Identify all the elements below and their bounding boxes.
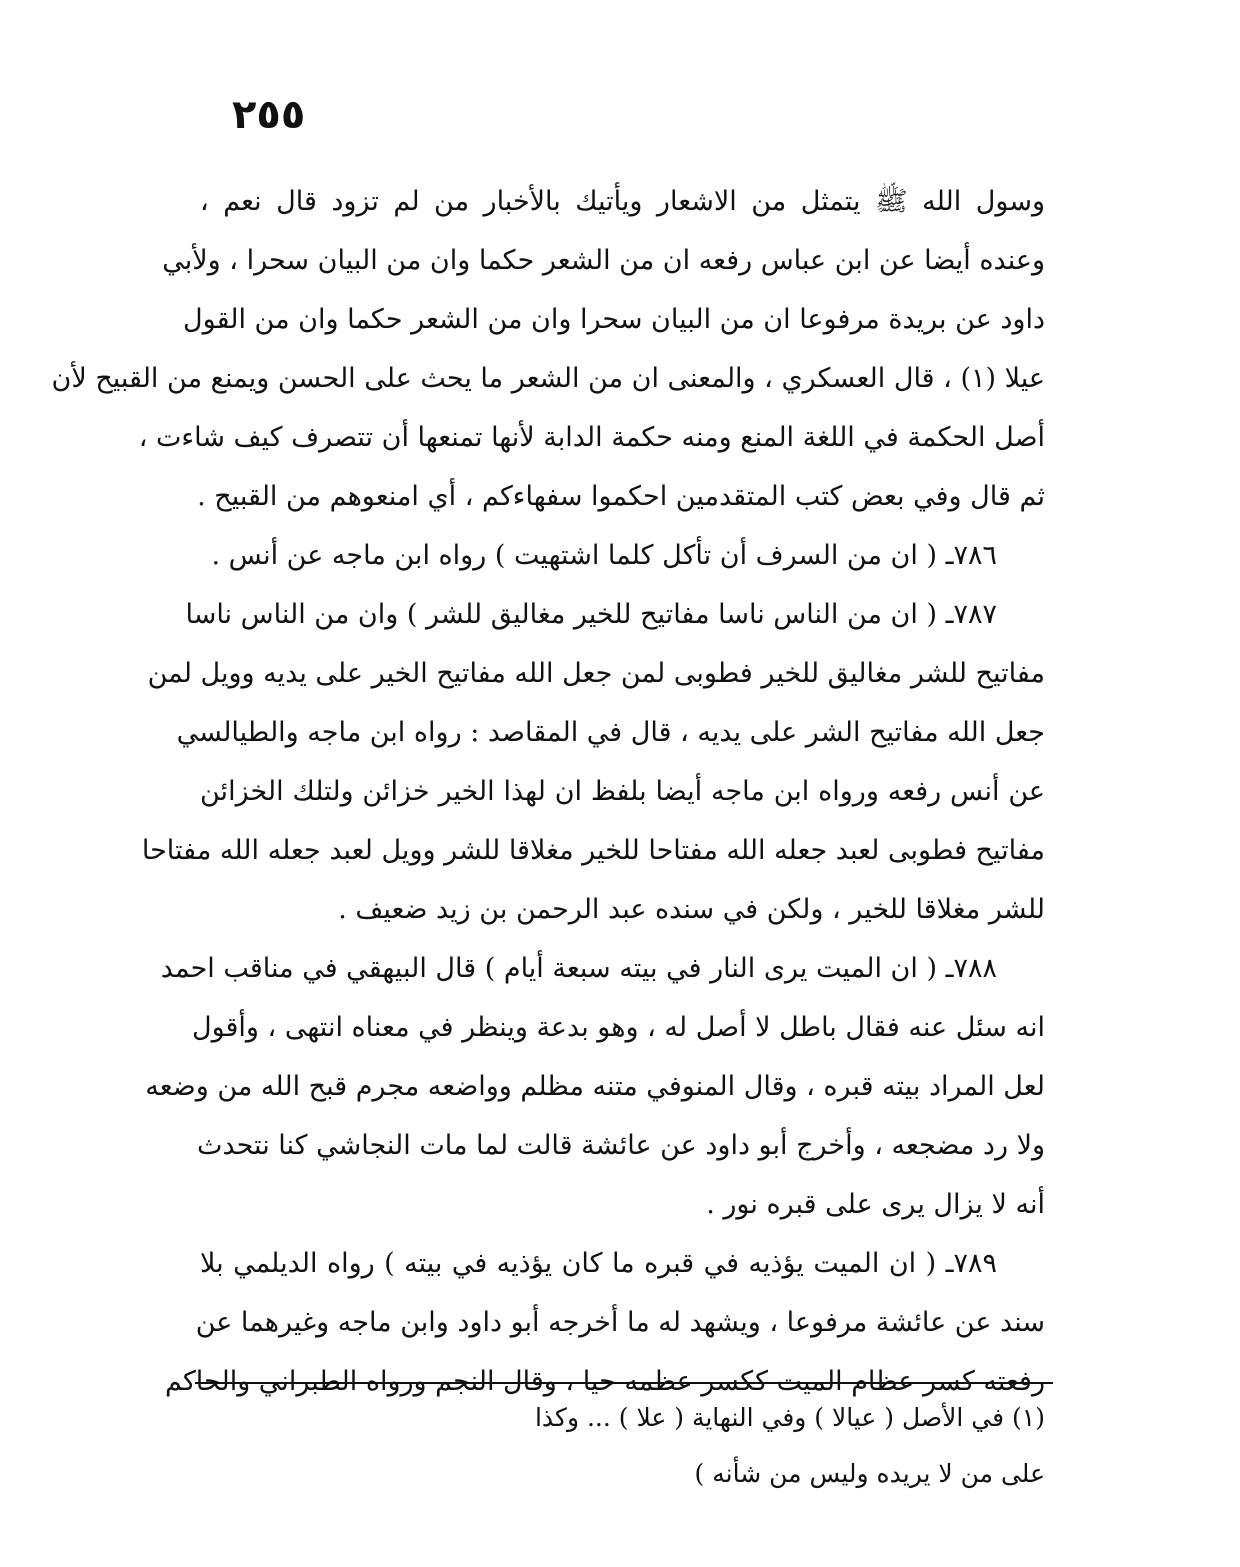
text-line: داود عن بريدة مرفوعا ان من البيان سحرا وان من الشعر حكما وان من القول bbox=[183, 304, 1045, 335]
text-line: مفاتيح للشر مغاليق للخير فطوبى لمن جعل الله مفاتيح الخير على يديه وويل لمن bbox=[147, 658, 1045, 689]
text-line: ولا رد مضجعه ، وأخرج أبو داود عن عائشة قالت لما مات النجاشي كنا نتحدث bbox=[197, 1130, 1045, 1161]
text-line: رفعته كسر عظام الميت ككسر عظمه حيا ، وقال النجم ورواه الطبراني والحاكم bbox=[164, 1366, 1045, 1397]
text-line: انه سئل عنه فقال باطل لا أصل له ، وهو بدعة وينظر في معناه انتهى ، وأقول bbox=[191, 1012, 1045, 1043]
text-line: أصل الحكمة في اللغة المنع ومنه حكمة الدابة لأنها تمنعها أن تتصرف كيف شاءت ، bbox=[138, 422, 1045, 453]
text-line: مفاتيح فطوبى لعبد جعله الله مفتاحا للخير مغلاقا للشر وويل لعبد جعله الله مفتاحا bbox=[141, 835, 1045, 866]
text-line: وسول الله ﷺ يتمثل من الاشعار ويأتيك بالأخبار من لم تزود قال نعم ، bbox=[200, 186, 1045, 217]
entry-788: ٧٨٨ـ ( ان الميت يرى النار في بيته سبعة أيام ) قال البيهقي في مناقب احمد bbox=[160, 953, 997, 984]
text-line: جعل الله مفاتيح الشر على يديه ، قال في المقاصد : رواه ابن ماجه والطيالسي bbox=[176, 717, 1045, 748]
entry-786: ٧٨٦ـ ( ان من السرف أن تأكل كلما اشتهيت ) رواه ابن ماجه عن أنس . bbox=[211, 540, 997, 571]
text-line: سند عن عائشة مرفوعا ، ويشهد له ما أخرجه أبو داود وابن ماجه وغيرهما عن bbox=[195, 1307, 1045, 1338]
text-line: ثم قال وفي بعض كتب المتقدمين احكموا سفهاءكم ، أي امنعوهم من القبيح . bbox=[197, 481, 1045, 512]
text-line: للشر مغلاقا للخير ، ولكن في سنده عبد الرحمن بن زيد ضعيف . bbox=[338, 894, 1045, 925]
text-line: عن أنس رفعه ورواه ابن ماجه أيضا بلفظ ان لهذا الخير خزائن ولتلك الخزائن bbox=[200, 776, 1045, 807]
footnotes bbox=[200, 1390, 1045, 1502]
page-number: ٢٥٥ bbox=[232, 92, 306, 138]
text-line: لعل المراد بيته قبره ، وقال المنوفي متنه مظلم وواضعه مجرم قبح الله من وضعه bbox=[145, 1071, 1045, 1102]
text-line: وعنده أيضا عن ابن عباس رفعه ان من الشعر حكما وان من البيان سحرا ، ولأبي bbox=[162, 245, 1045, 276]
footnote-line: (١) في الأصل ( عيالا ) وفي النهاية ( علا ) ... وكذا bbox=[534, 1403, 1045, 1432]
text-line: أنه لا يزال يرى على قبره نور . bbox=[706, 1189, 1045, 1220]
footnote-divider bbox=[195, 1382, 1053, 1384]
main-text bbox=[51, 172, 1045, 1411]
entry-787: ٧٨٧ـ ( ان من الناس ناسا مفاتيح للخير مغاليق للشر ) وان من الناس ناسا bbox=[185, 599, 997, 630]
footnote-line: على من لا يريده وليس من شأنه ) bbox=[694, 1459, 1045, 1488]
entry-789: ٧٨٩ـ ( ان الميت يؤذيه في قبره ما كان يؤذيه في بيته ) رواه الديلمي بلا bbox=[200, 1248, 997, 1279]
text-line: عيلا (١) ، قال العسكري ، والمعنى ان من الشعر ما يحث على الحسن ويمنع من القبيح لأن bbox=[51, 363, 1045, 394]
